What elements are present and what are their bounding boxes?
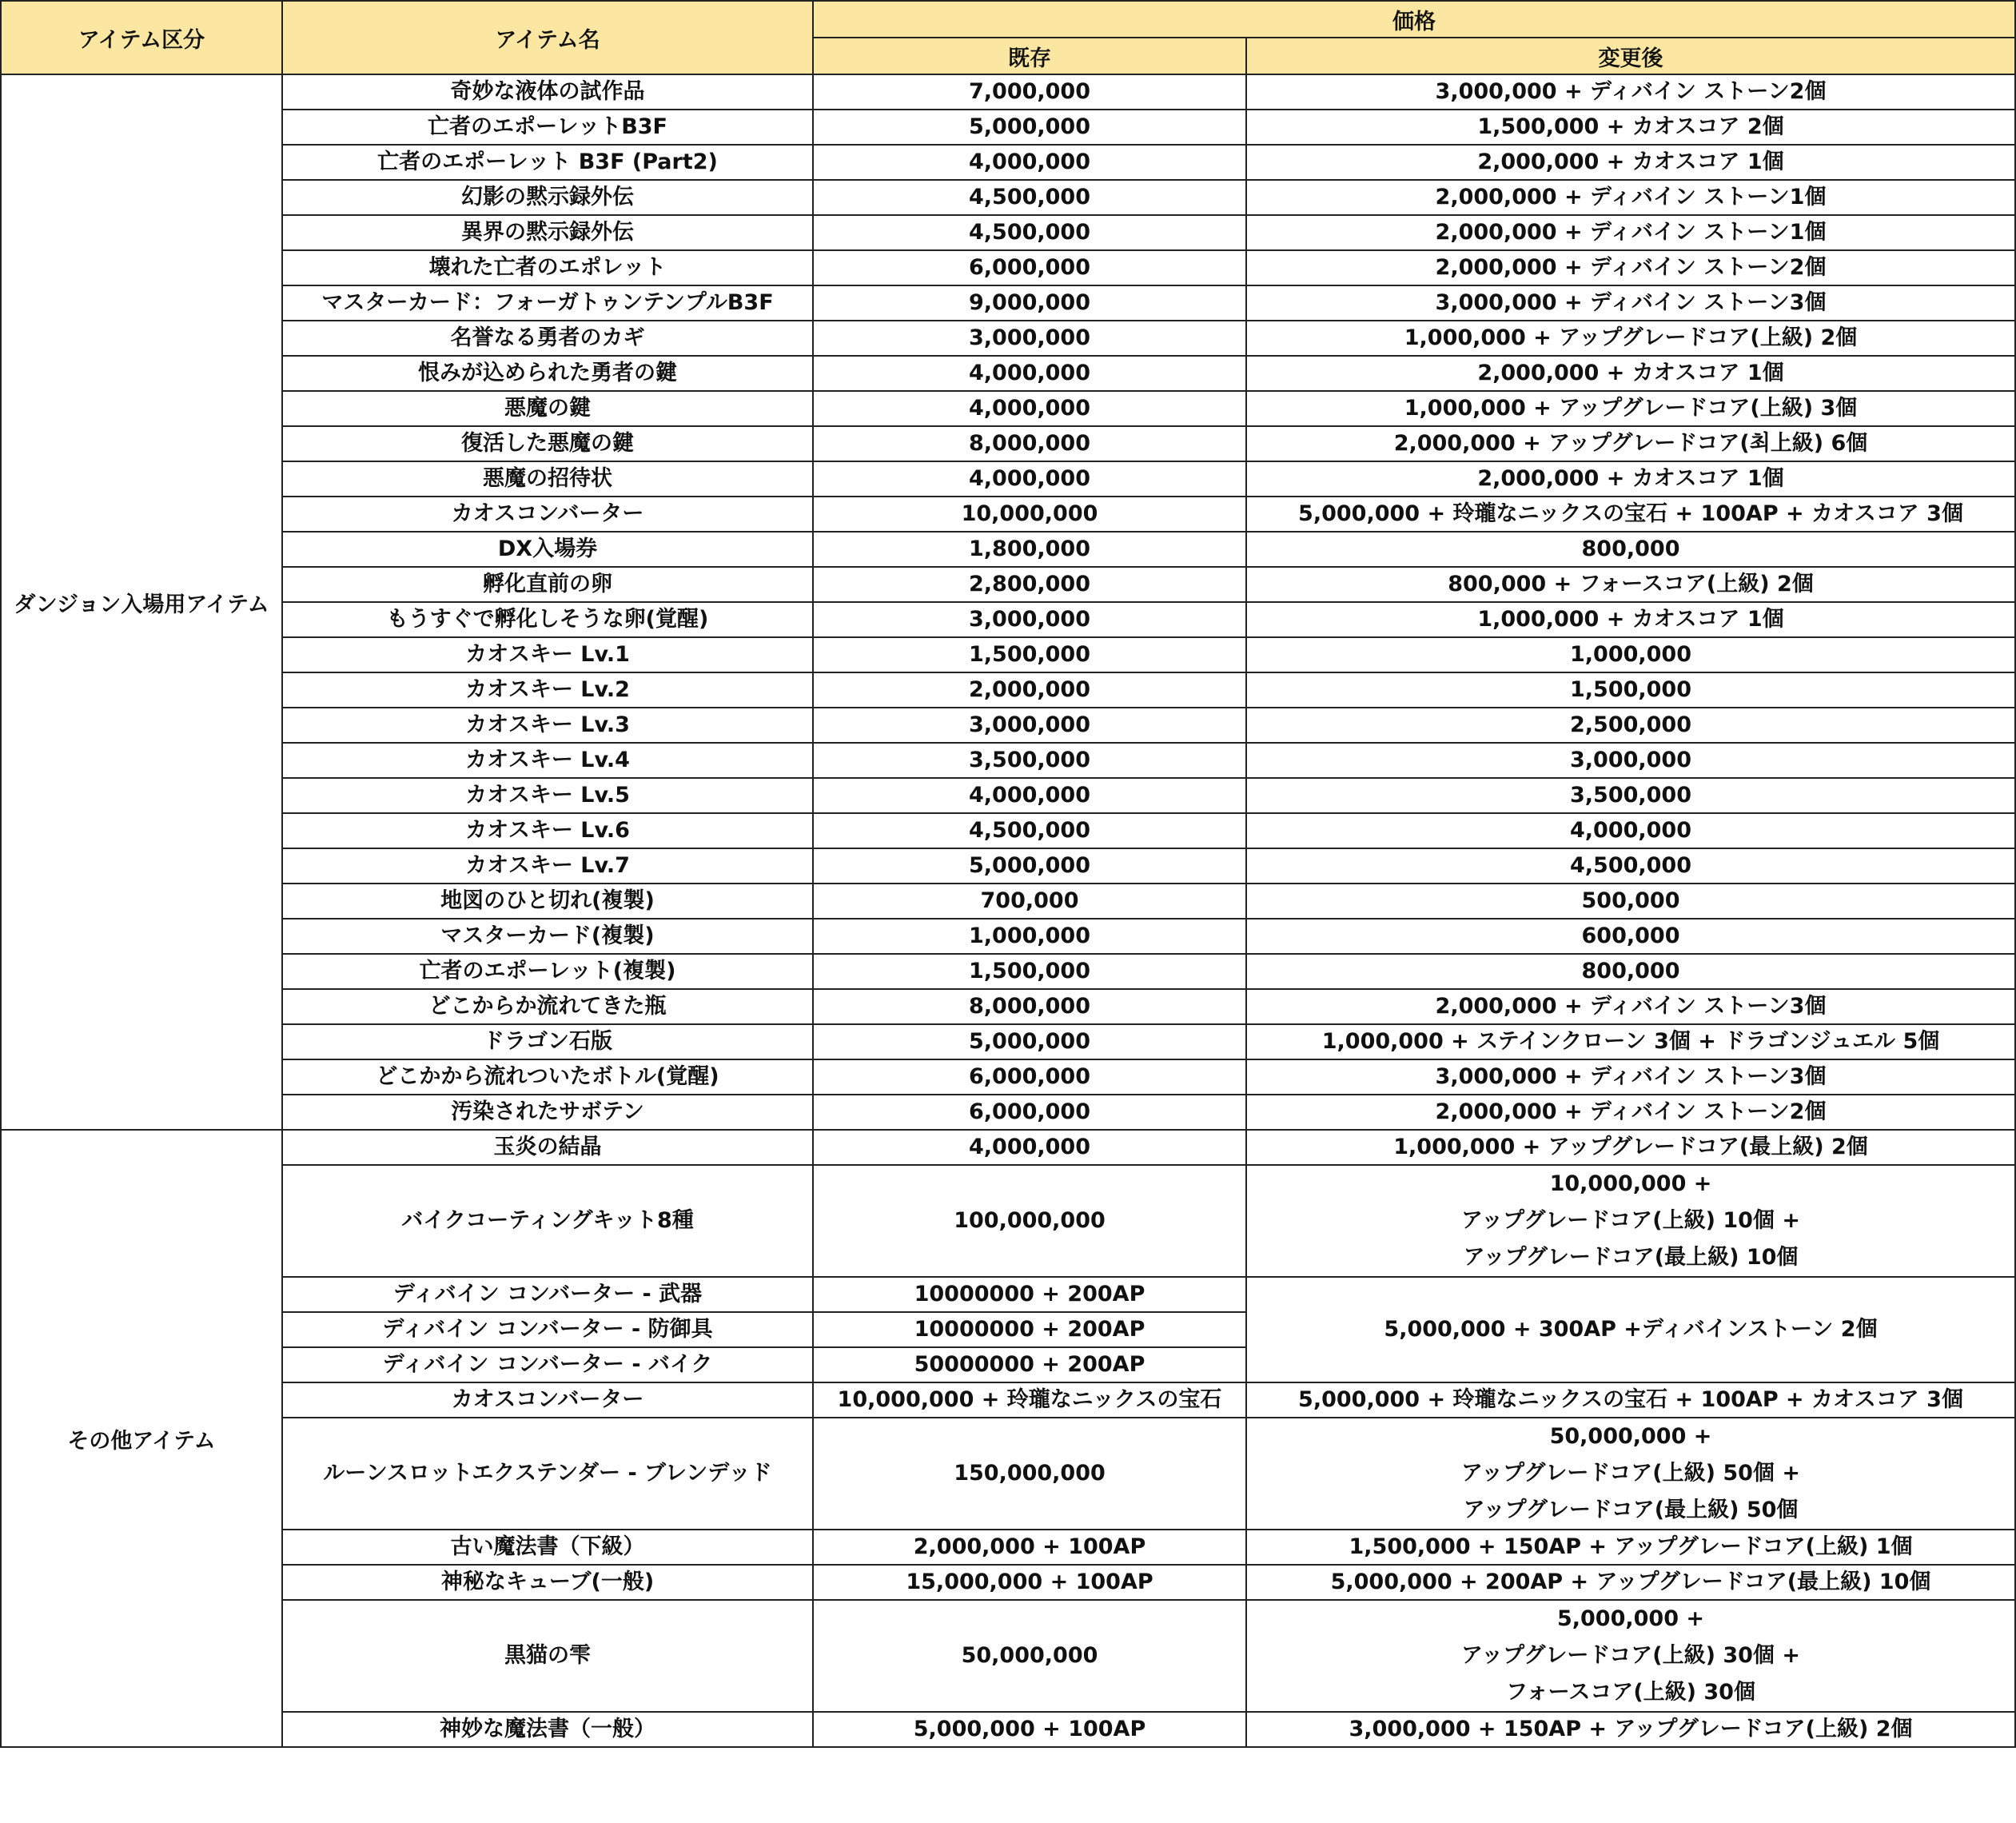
header-new-price: 変更後 [1246,38,2015,74]
old-price-cell: 10000000 + 200AP [813,1277,1246,1312]
item-name-cell: 名誉なる勇者のカギ [282,321,813,356]
table-row [1,1600,2015,1712]
old-price-cell: 4,500,000 [813,215,1246,250]
table-row [1,1712,2015,1747]
new-price-cell: 5,000,000 + 玲瓏なニックスの宝石 + 100AP + カオスコア 3個 [1246,1382,2015,1418]
table-row [1,1130,2015,1165]
item-name-cell: 孵化直前の卵 [282,567,813,602]
old-price-cell: 9,000,000 [813,285,1246,321]
table-row [1,250,2015,285]
item-name-cell: 玉炎の結晶 [282,1130,813,1165]
item-name-cell: 神秘なキューブ(一般) [282,1565,813,1600]
item-name-cell: カオスキー Lv.5 [282,778,813,813]
item-name-cell: 悪魔の招待状 [282,461,813,497]
old-price-cell: 4,000,000 [813,1130,1246,1165]
item-name-cell: 汚染されたサボテン [282,1095,813,1130]
item-name-cell: 異界の黙示録外伝 [282,215,813,250]
new-price-cell: 2,000,000 + カオスコア 1個 [1246,145,2015,180]
item-name-cell: ディバイン コンバーター - 防御具 [282,1312,813,1347]
new-price-cell: 800,000 [1246,954,2015,989]
table-row [1,391,2015,426]
new-price-cell: 3,500,000 [1246,778,2015,813]
table-row [1,637,2015,672]
new-price-cell: 2,000,000 + ディバイン ストーン2個 [1246,250,2015,285]
item-name-cell: 恨みが込められた勇者の鍵 [282,356,813,391]
table-row [1,74,2015,110]
item-name-cell: 復活した悪魔の鍵 [282,426,813,461]
old-price-cell: 5,000,000 [813,1024,1246,1059]
old-price-cell: 1,500,000 [813,954,1246,989]
new-price-cell: 2,000,000 + ディバイン ストーン1個 [1246,215,2015,250]
header-old-price: 既存 [813,38,1246,74]
new-price-line: フォースコア(上級) 30個 [1506,1680,1755,1705]
table-row [1,180,2015,215]
old-price-cell: 3,000,000 [813,602,1246,637]
old-price-cell: 5,000,000 [813,110,1246,145]
item-name-cell: 黒猫の雫 [282,1600,813,1712]
new-price-line: アップグレードコア(上級) 10個 + [1461,1208,1800,1233]
new-price-cell: 2,000,000 + ディバイン ストーン1個 [1246,180,2015,215]
item-name-cell: カオスキー Lv.6 [282,813,813,848]
new-price-cell: 3,000,000 + 150AP + アップグレードコア(上級) 2個 [1246,1712,2015,1747]
new-price-line: アップグレードコア(最上級) 10個 [1463,1245,1799,1270]
table-row [1,1277,2015,1312]
new-price-cell [1246,1418,2015,1530]
new-price-cell: 3,000,000 [1246,743,2015,778]
table-row [1,672,2015,708]
old-price-cell: 6,000,000 [813,1059,1246,1095]
new-price-cell: 1,000,000 + ステインクローン 3個 + ドラゴンジュエル 5個 [1246,1024,2015,1059]
old-price-cell: 10,000,000 + 玲瓏なニックスの宝石 [813,1382,1246,1418]
new-price-cell [1246,1165,2015,1277]
new-price-cell: 800,000 [1246,532,2015,567]
new-price-line: 50,000,000 + [1549,1424,1712,1449]
old-price-cell: 8,000,000 [813,989,1246,1024]
old-price-cell: 6,000,000 [813,1095,1246,1130]
table-row [1,1024,2015,1059]
old-price-cell: 4,500,000 [813,813,1246,848]
old-price-cell: 50,000,000 [813,1600,1246,1712]
new-price-line: 5,000,000 + [1556,1606,1705,1631]
new-price-cell: 4,500,000 [1246,848,2015,884]
new-price-cell: 5,000,000 + 玲瓏なニックスの宝石 + 100AP + カオスコア 3個 [1246,497,2015,532]
new-price-line: アップグレードコア(最上級) 50個 [1463,1498,1799,1522]
old-price-cell: 10000000 + 200AP [813,1312,1246,1347]
old-price-cell: 8,000,000 [813,426,1246,461]
table-row [1,145,2015,180]
old-price-cell: 7,000,000 [813,74,1246,110]
item-name-cell: ディバイン コンバーター - 武器 [282,1277,813,1312]
new-price-cell: 600,000 [1246,919,2015,954]
table-row [1,567,2015,602]
new-price-cell: 1,500,000 + カオスコア 2個 [1246,110,2015,145]
new-price-cell: 3,000,000 + ディバイン ストーン3個 [1246,1059,2015,1095]
old-price-cell: 5,000,000 + 100AP [813,1712,1246,1747]
new-price-line: 10,000,000 + [1549,1171,1712,1196]
item-name-cell: カオスキー Lv.2 [282,672,813,708]
new-price-cell: 1,000,000 [1246,637,2015,672]
item-name-cell: 亡者のエポーレットB3F [282,110,813,145]
table-row [1,497,2015,532]
new-price-cell: 2,000,000 + ディバイン ストーン3個 [1246,989,2015,1024]
table-body [1,74,2015,1747]
table-row [1,813,2015,848]
new-price-cell: 5,000,000 + 200AP + アップグレードコア(最上級) 10個 [1246,1565,2015,1600]
item-name-cell: 奇妙な液体の試作品 [282,74,813,110]
header-price: 価格 [813,1,2015,38]
item-name-cell: カオスキー Lv.1 [282,637,813,672]
item-name-cell: 壊れた亡者のエポレット [282,250,813,285]
item-name-cell: カオスキー Lv.7 [282,848,813,884]
new-price-cell: 1,000,000 + アップグレードコア(上級) 3個 [1246,391,2015,426]
new-price-cell: 4,000,000 [1246,813,2015,848]
item-name-cell: カオスキー Lv.3 [282,708,813,743]
new-price-cell: 2,000,000 + アップグレードコア(최上級) 6個 [1246,426,2015,461]
old-price-cell: 100,000,000 [813,1165,1246,1277]
new-price-cell: 1,000,000 + アップグレードコア(最上級) 2個 [1246,1130,2015,1165]
table-row [1,215,2015,250]
old-price-cell: 10,000,000 [813,497,1246,532]
new-price-cell: 2,500,000 [1246,708,2015,743]
new-price-cell [1246,1600,2015,1712]
item-name-cell: バイクコーティングキット8種 [282,1165,813,1277]
new-price-cell: 1,500,000 + 150AP + アップグレードコア(上級) 1個 [1246,1530,2015,1565]
table-header [1,1,2015,74]
new-price-cell: 1,500,000 [1246,672,2015,708]
table-row [1,919,2015,954]
item-name-cell: カオスコンバーター [282,497,813,532]
item-name-cell: 地図のひと切れ(複製) [282,884,813,919]
item-name-cell: カオスキー Lv.4 [282,743,813,778]
table-row [1,989,2015,1024]
item-name-cell: ディバイン コンバーター - バイク [282,1347,813,1382]
item-name-cell: ルーンスロットエクステンダー - ブレンデッド [282,1418,813,1530]
table-row [1,426,2015,461]
old-price-cell: 4,500,000 [813,180,1246,215]
table-row [1,1165,2015,1277]
item-name-cell: 古い魔法書（下級） [282,1530,813,1565]
table-row [1,1565,2015,1600]
table-row [1,1382,2015,1418]
header-category: アイテム区分 [1,1,282,74]
old-price-cell: 2,800,000 [813,567,1246,602]
old-price-cell: 3,000,000 [813,708,1246,743]
table-row [1,884,2015,919]
old-price-cell: 50000000 + 200AP [813,1347,1246,1382]
table-row [1,532,2015,567]
item-name-cell: 亡者のエポーレット(複製) [282,954,813,989]
category-cell: ダンジョン入場用アイテム [1,74,282,1130]
old-price-cell: 4,000,000 [813,778,1246,813]
header-item-name: アイテム名 [282,1,813,74]
old-price-cell: 4,000,000 [813,461,1246,497]
new-price-cell: 3,000,000 + ディバイン ストーン3個 [1246,285,2015,321]
table-row [1,602,2015,637]
table-row [1,954,2015,989]
new-price-cell: 5,000,000 + 300AP +ディバインストーン 2個 [1246,1277,2015,1382]
item-name-cell: どこかから流れついたボトル(覚醒) [282,1059,813,1095]
table-row [1,1418,2015,1530]
old-price-cell: 150,000,000 [813,1418,1246,1530]
old-price-cell: 1,500,000 [813,637,1246,672]
item-name-cell: 幻影の黙示録外伝 [282,180,813,215]
table-row [1,1530,2015,1565]
table-row [1,461,2015,497]
item-name-cell: 神妙な魔法書（一般） [282,1712,813,1747]
item-name-cell: どこからか流れてきた瓶 [282,989,813,1024]
table-row [1,321,2015,356]
table-row [1,1095,2015,1130]
old-price-cell: 4,000,000 [813,145,1246,180]
old-price-cell: 3,000,000 [813,321,1246,356]
old-price-cell: 5,000,000 [813,848,1246,884]
old-price-cell: 15,000,000 + 100AP [813,1565,1246,1600]
new-price-cell: 1,000,000 + カオスコア 1個 [1246,602,2015,637]
item-name-cell: DX入場券 [282,532,813,567]
new-price-cell: 800,000 + フォースコア(上級) 2個 [1246,567,2015,602]
old-price-cell: 4,000,000 [813,391,1246,426]
table-row [1,708,2015,743]
new-price-line: アップグレードコア(上級) 30個 + [1461,1643,1800,1668]
new-price-line: アップグレードコア(上級) 50個 + [1461,1461,1800,1486]
new-price-cell: 1,000,000 + アップグレードコア(上級) 2個 [1246,321,2015,356]
new-price-cell: 2,000,000 + カオスコア 1個 [1246,461,2015,497]
table-row [1,848,2015,884]
old-price-cell: 1,800,000 [813,532,1246,567]
new-price-cell: 2,000,000 + ディバイン ストーン2個 [1246,1095,2015,1130]
old-price-cell: 700,000 [813,884,1246,919]
old-price-cell: 2,000,000 + 100AP [813,1530,1246,1565]
new-price-cell: 3,000,000 + ディバイン ストーン2個 [1246,74,2015,110]
new-price-cell: 500,000 [1246,884,2015,919]
table-row [1,356,2015,391]
item-name-cell: マスターカード(複製) [282,919,813,954]
category-cell: その他アイテム [1,1130,282,1747]
item-name-cell: ドラゴン石版 [282,1024,813,1059]
item-name-cell: もうすぐで孵化しそうな卵(覚醒) [282,602,813,637]
table-row [1,110,2015,145]
old-price-cell: 3,500,000 [813,743,1246,778]
table-row [1,778,2015,813]
old-price-cell: 6,000,000 [813,250,1246,285]
old-price-cell: 1,000,000 [813,919,1246,954]
new-price-cell: 2,000,000 + カオスコア 1個 [1246,356,2015,391]
item-name-cell: カオスコンバーター [282,1382,813,1418]
table-row [1,1059,2015,1095]
item-name-cell: 悪魔の鍵 [282,391,813,426]
old-price-cell: 4,000,000 [813,356,1246,391]
old-price-cell: 2,000,000 [813,672,1246,708]
table-row [1,743,2015,778]
item-name-cell: 亡者のエポーレット B3F (Part2) [282,145,813,180]
table-row [1,285,2015,321]
item-name-cell: マスターカード：フォーガトゥンテンプルB3F [282,285,813,321]
